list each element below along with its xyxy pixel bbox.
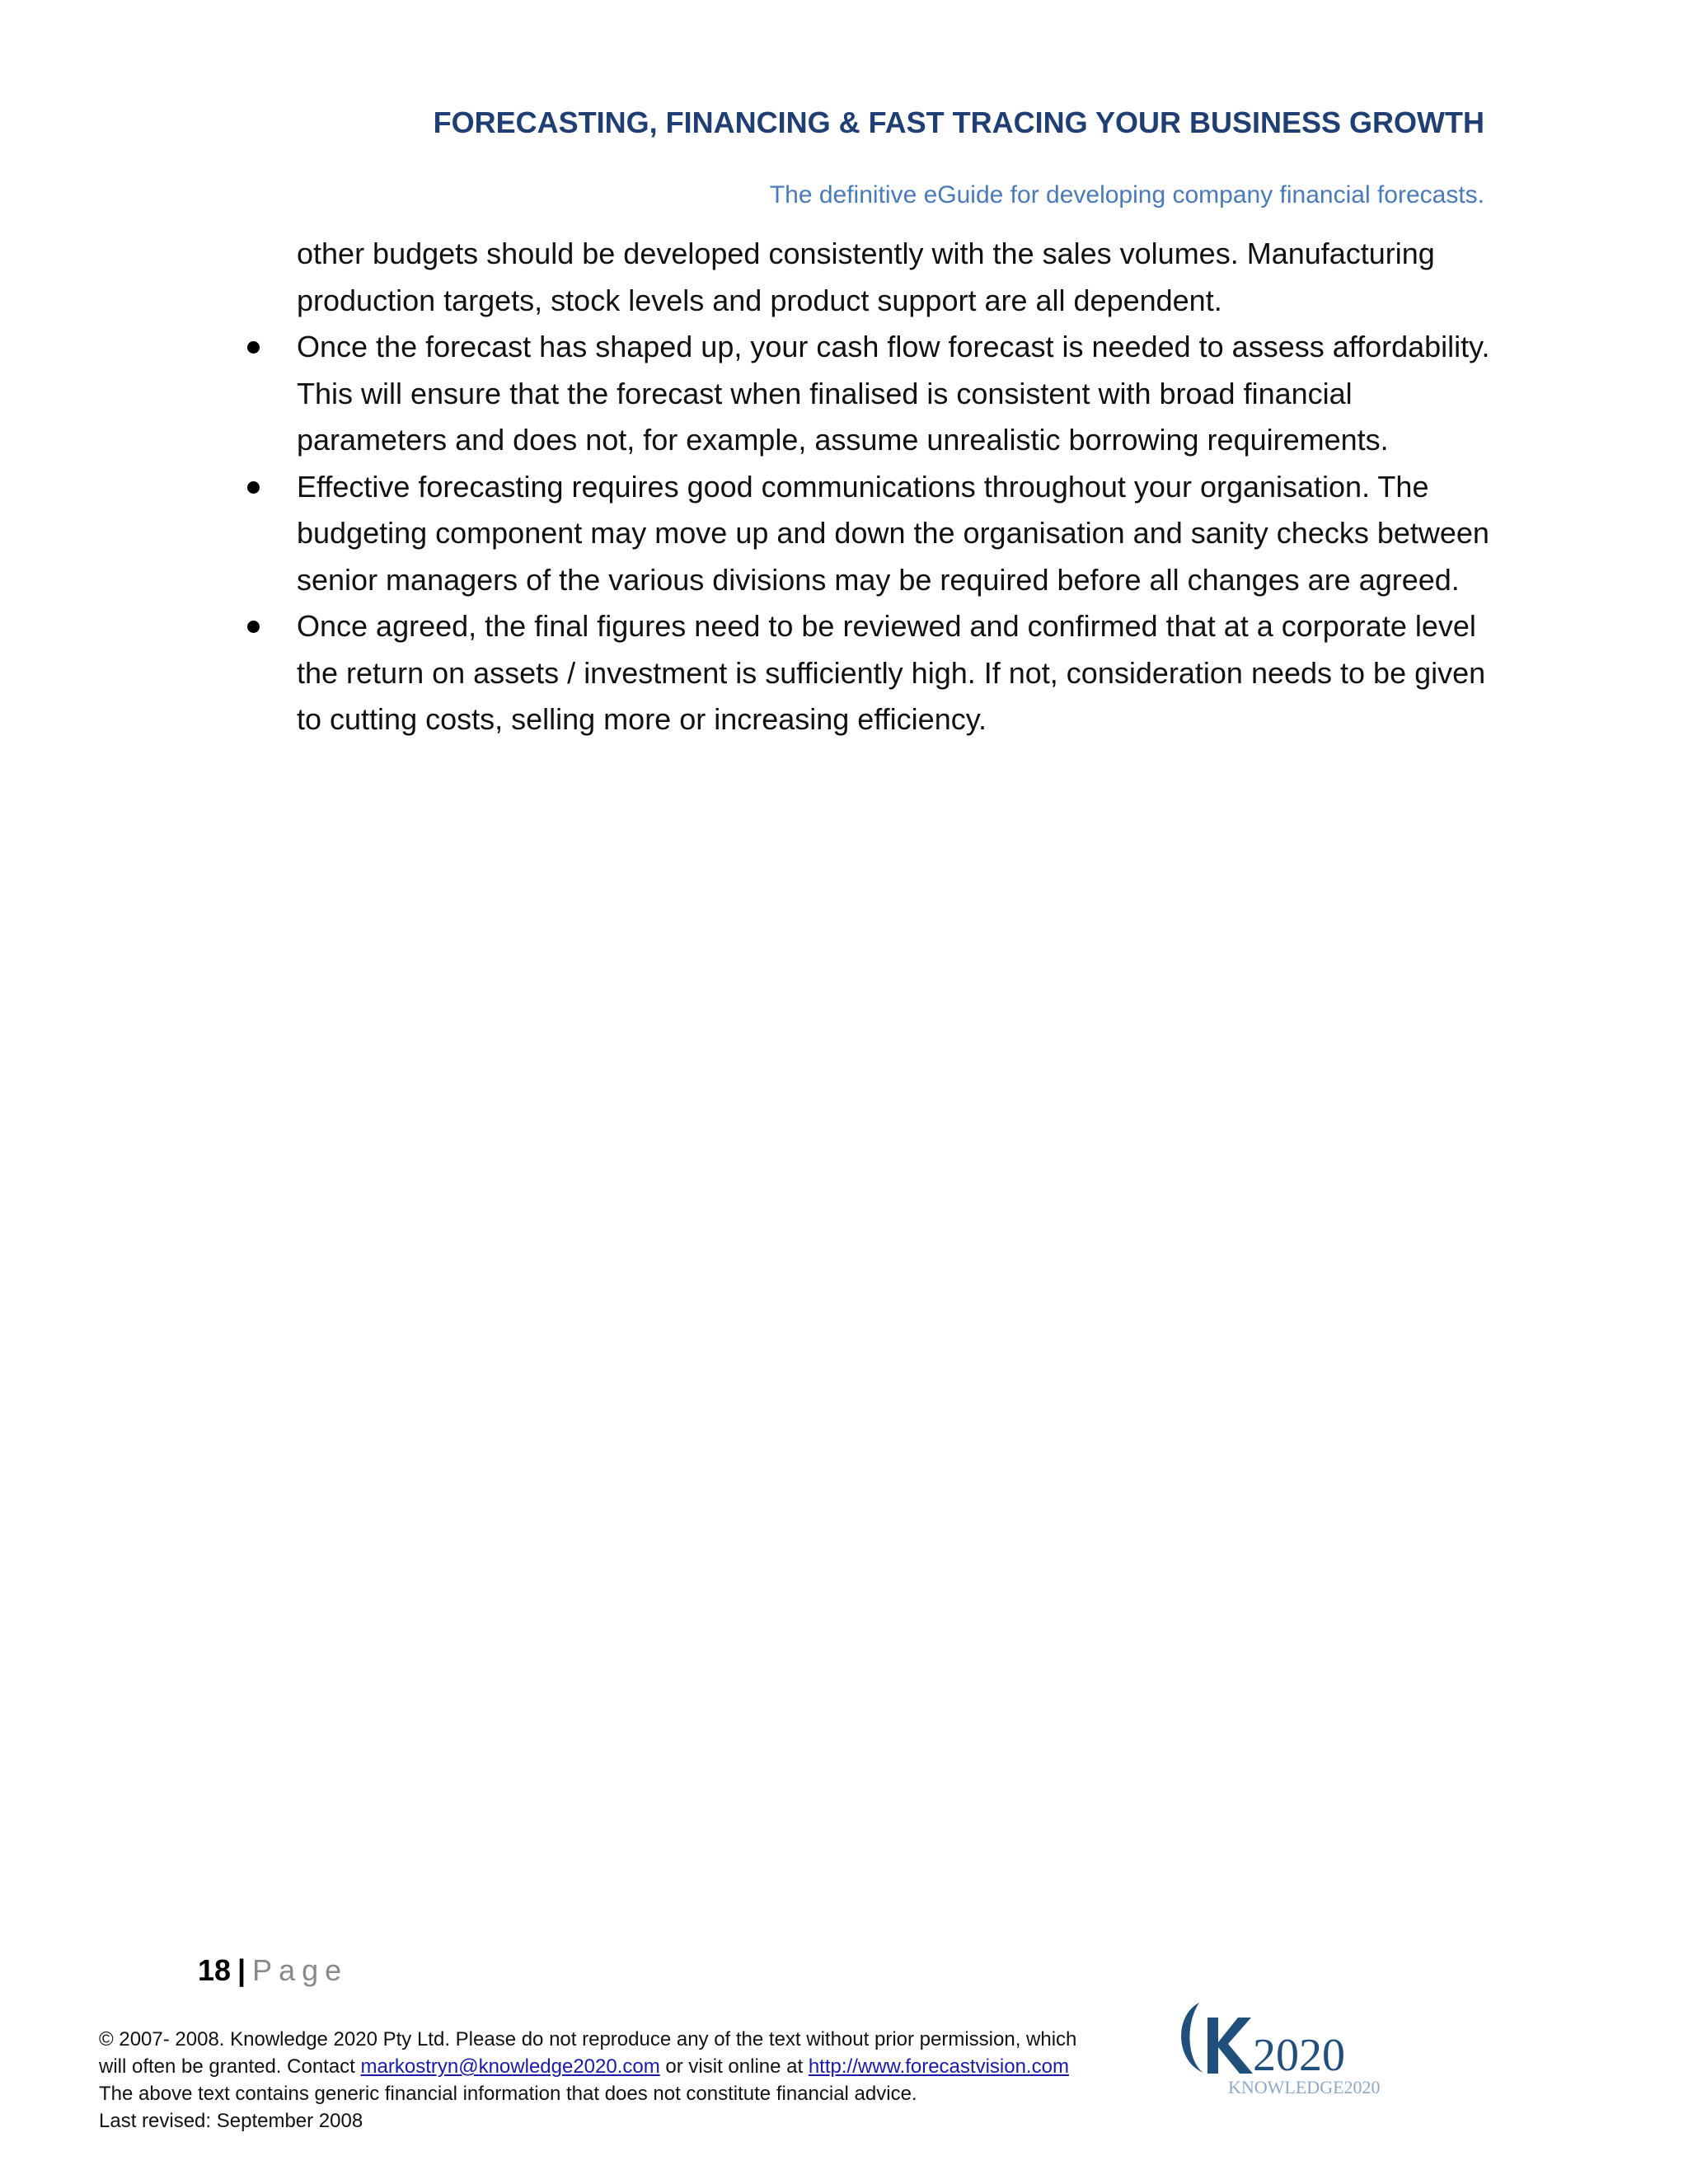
footer-contact-prefix: will often be granted. Contact [99,2055,361,2078]
bullet-icon [247,621,260,633]
page-number-value: 18 [198,1953,232,1987]
list-item-text: Effective forecasting requires good communications throughout your organisation. The budgeting component may move up and down the organisation and sanity checks between senior managers of the various divisions may be required before all changes are agreed. [297,469,1489,597]
footer-line-disclaimer: The above text contains generic financial information that does not constitute financial advice. [99,2083,917,2105]
knowledge2020-logo [1170,1994,1434,2102]
bullet-list [247,324,1500,743]
footer-contact-middle: or visit online at [659,2055,809,2078]
body-text [247,231,1500,743]
footer-line-copyright: © 2007- 2008. Knowledge 2020 Pty Ltd. Please do not reproduce any of the text without prior permission, which [99,2028,1077,2050]
list-item [247,324,1500,464]
logo-sub-text: KNOWLEDGE2020 [1228,2077,1381,2097]
bullet-icon [247,481,260,494]
page-label: Page [252,1953,349,1987]
list-item [247,603,1500,743]
logo-main-text: 2020 [1253,2030,1345,2081]
footer-line-contact [99,2053,1170,2080]
logo-swoosh-icon [1181,2003,1203,2073]
website-link[interactable]: http://www.forecastvision.com [808,2055,1069,2078]
bullet-icon [247,341,260,354]
footer-line-revised: Last revised: September 2008 [99,2110,363,2132]
page-number-separator: | [237,1953,246,1987]
list-item-text: Once agreed, the final figures need to be reviewed and confirmed that at a corporate level the return on assets / investment is sufficiently high. If not, consideration needs to be given to cutting costs, selling more or increasing efficiency. [297,609,1486,736]
continuation-paragraph: other budgets should be developed consistently with the sales volumes. Manufacturing production targets, stock levels and product support are all dependent. [297,237,1435,317]
list-item [247,464,1500,604]
header-title: FORECASTING, FINANCING & FAST TRACING YOUR BUSINESS GROWTH [433,105,1484,139]
footer [99,2026,1170,2135]
page-number [198,1953,348,1988]
list-item-text: Once the forecast has shaped up, your cash flow forecast is needed to assess affordability. This will ensure that the forecast when finalised is consistent with broad financial parameters and does not, for example, assume unrealistic borrowing requirements. [297,330,1490,457]
header-subtitle: The definitive eGuide for developing company financial forecasts. [769,181,1484,209]
email-link[interactable]: markostryn@knowledge2020.com [360,2055,660,2078]
logo-k-icon [1207,2018,1253,2074]
